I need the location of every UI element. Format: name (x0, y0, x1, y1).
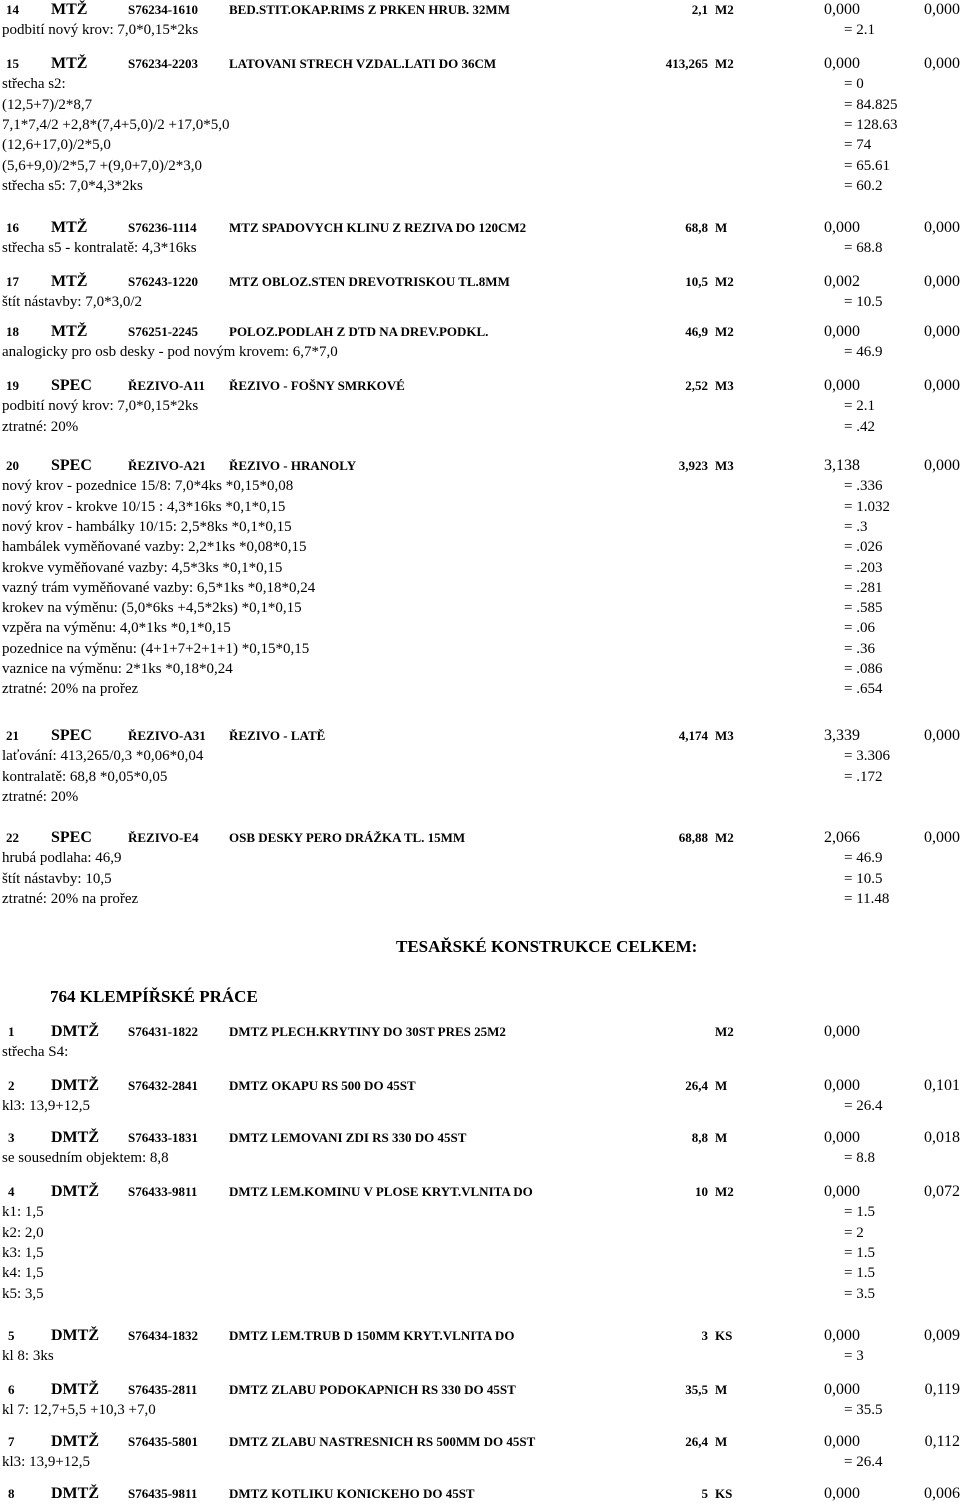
detail-result: = 74 (844, 137, 872, 153)
detail-result: = 8.8 (844, 1150, 875, 1166)
item-quantity: 5 (701, 1486, 708, 1501)
detail-result: = 2.1 (844, 398, 875, 414)
detail-formula: vaznice na výměnu: 2*1ks *0,18*0,24 (2, 661, 233, 677)
item-unit: M2 (715, 830, 734, 845)
item-total: 0,112 (924, 1433, 960, 1450)
item-total: 0,000 (924, 219, 960, 236)
detail-row (0, 659, 960, 679)
detail-formula: analogicky pro osb desky - pod novým krovem: 6,7*7,0 (2, 344, 338, 360)
item-number: 16 (6, 220, 19, 235)
detail-row (0, 342, 960, 362)
item-number: 8 (8, 1486, 15, 1501)
detail-result: = .3 (844, 519, 868, 535)
detail-formula: střecha S4: (2, 1044, 69, 1060)
item-description: POLOZ.PODLAH Z DTD NA DREV.PODKL. (229, 324, 489, 339)
item-unit-price: 3,138 (824, 457, 860, 474)
detail-row (0, 74, 960, 94)
item-unit: M2 (715, 2, 734, 17)
item-number: 5 (8, 1328, 15, 1343)
detail-row (0, 618, 960, 638)
detail-formula: podbití nový krov: 7,0*0,15*2ks (2, 22, 199, 38)
detail-row (0, 1243, 960, 1263)
item-unit-price: 2,066 (824, 829, 860, 846)
item-code: ŘEZIVO-E4 (128, 830, 199, 845)
detail-result: = .585 (844, 600, 883, 616)
detail-row (0, 396, 960, 416)
detail-result: = 3.306 (844, 748, 890, 764)
item-quantity: 26,4 (685, 1078, 708, 1093)
detail-formula: (12,5+7)/2*8,7 (2, 97, 93, 113)
detail-result: = 1.032 (844, 499, 890, 515)
item-total: 0,000 (924, 323, 960, 340)
detail-result: = 0 (844, 76, 864, 92)
detail-formula: 7,1*7,4/2 +2,8*(7,4+5,0)/2 +17,0*5,0 (2, 117, 230, 133)
item-row (0, 376, 960, 396)
detail-row (0, 598, 960, 618)
detail-result: = 3 (844, 1348, 864, 1364)
item-code: S76234-1610 (128, 2, 199, 17)
detail-formula: (5,6+9,0)/2*5,7 +(9,0+7,0)/2*3,0 (2, 158, 202, 174)
item-description: DMTZ LEM.KOMINU V PLOSE KRYT.VLNITA DO (229, 1184, 533, 1199)
detail-row (0, 1284, 960, 1304)
item-row (0, 1326, 960, 1346)
item-row (0, 272, 960, 292)
item-code: S76251-2245 (128, 324, 199, 339)
item-code: S76434-1832 (128, 1328, 199, 1343)
detail-formula: ztratné: 20% na prořez (2, 891, 139, 907)
item-type: MTŽ (51, 323, 88, 340)
item-unit: M2 (715, 56, 734, 71)
detail-result: = 65.61 (844, 158, 890, 174)
detail-formula: k3: 1,5 (2, 1245, 44, 1261)
item-unit: KS (715, 1328, 733, 1343)
item-unit-price: 0,000 (824, 55, 860, 72)
detail-row (0, 1148, 960, 1168)
item-number: 19 (6, 378, 19, 393)
item-unit-price: 0,002 (824, 273, 860, 290)
item-code: S76432-2841 (128, 1078, 199, 1093)
detail-row (0, 889, 960, 909)
detail-result: = 2 (844, 1225, 864, 1241)
detail-formula: pozednice na výměnu: (4+1+7+2+1+1) *0,15*0,15 (2, 641, 310, 657)
item-code: S76435-2811 (128, 1382, 198, 1397)
item-row (0, 1380, 960, 1400)
item-total: 0,101 (924, 1077, 960, 1094)
detail-result: = 1.5 (844, 1204, 875, 1220)
detail-result: = .172 (844, 769, 883, 785)
detail-result: = .336 (844, 478, 883, 494)
item-code: S76433-1831 (128, 1130, 199, 1145)
item-code: S76236-1114 (128, 220, 197, 235)
detail-formula: k4: 1,5 (2, 1265, 44, 1281)
detail-result: = .281 (844, 580, 883, 596)
detail-row (0, 578, 960, 598)
detail-result: = 128.63 (844, 117, 898, 133)
detail-row (0, 767, 960, 787)
item-description: DMTZ ZLABU NASTRESNICH RS 500MM DO 45ST (229, 1434, 536, 1449)
item-code: S76431-1822 (128, 1024, 199, 1039)
detail-result: = .654 (844, 681, 883, 697)
item-number: 15 (6, 56, 19, 71)
detail-row (0, 1202, 960, 1222)
item-number: 14 (6, 2, 19, 17)
detail-result: = 84.825 (844, 97, 898, 113)
item-number: 22 (6, 830, 19, 845)
item-description: ŘEZIVO - LATĚ (229, 728, 326, 743)
item-row (0, 54, 960, 74)
detail-row (0, 238, 960, 258)
item-type: SPEC (51, 727, 92, 744)
detail-row (0, 517, 960, 537)
detail-result: = 10.5 (844, 294, 883, 310)
item-row (0, 1182, 960, 1202)
item-number: 21 (6, 728, 19, 743)
detail-row (0, 848, 960, 868)
detail-result: = 3.5 (844, 1286, 875, 1302)
item-type: SPEC (51, 377, 92, 394)
item-unit-price: 0,000 (824, 1077, 860, 1094)
item-description: MTZ SPADOVYCH KLINU Z REZIVA DO 120CM2 (229, 220, 527, 235)
item-total: 0,000 (924, 1, 960, 18)
item-type: DMTŽ (51, 1077, 99, 1094)
detail-result: = .36 (844, 641, 875, 657)
detail-row (0, 869, 960, 889)
item-description: DMTZ PLECH.KRYTINY DO 30ST PRES 25M2 (229, 1024, 506, 1039)
item-unit-price: 0,000 (824, 1381, 860, 1398)
item-type: DMTŽ (51, 1023, 99, 1040)
detail-result: = .086 (844, 661, 883, 677)
item-total: 0,018 (924, 1129, 960, 1146)
item-row (0, 828, 960, 848)
item-total: 0,000 (924, 727, 960, 744)
item-unit-price: 0,000 (824, 1129, 860, 1146)
detail-row (0, 639, 960, 659)
item-type: MTŽ (51, 219, 88, 236)
detail-row (0, 135, 960, 155)
detail-formula: nový krov - hambálky 10/15: 2,5*8ks *0,1*0,15 (2, 519, 292, 535)
item-type: SPEC (51, 457, 92, 474)
item-quantity: 8,8 (691, 1130, 708, 1145)
item-unit: M2 (715, 1184, 734, 1199)
item-unit: M3 (715, 728, 734, 743)
item-number: 1 (8, 1024, 15, 1039)
item-unit: M (715, 220, 728, 235)
item-quantity: 35,5 (685, 1382, 708, 1397)
item-code: ŘEZIVO-A31 (128, 728, 206, 743)
detail-row (0, 476, 960, 496)
item-row (0, 726, 960, 746)
detail-result: = 68.8 (844, 240, 883, 256)
item-code: S76243-1220 (128, 274, 199, 289)
item-code: S76433-9811 (128, 1184, 198, 1199)
detail-result: = .026 (844, 539, 883, 555)
item-code: S76234-2203 (128, 56, 199, 71)
detail-row (0, 115, 960, 135)
item-total: 0,000 (924, 273, 960, 290)
detail-row (0, 417, 960, 437)
item-quantity: 10,5 (685, 274, 708, 289)
item-unit-price: 0,000 (824, 377, 860, 394)
detail-formula: střecha s2: (2, 76, 66, 92)
item-unit: M (715, 1130, 728, 1145)
item-number: 18 (6, 324, 19, 339)
detail-formula: štít nástavby: 7,0*3,0/2 (2, 294, 142, 310)
item-unit-price: 0,000 (824, 1183, 860, 1200)
detail-formula: k1: 1,5 (2, 1204, 44, 1220)
item-total: 0,006 (924, 1485, 960, 1502)
item-code: S76435-5801 (128, 1434, 199, 1449)
detail-formula: ztratné: 20% na prořez (2, 681, 139, 697)
item-number: 6 (8, 1382, 15, 1397)
detail-formula: střecha s5: 7,0*4,3*2ks (2, 178, 143, 194)
detail-row (0, 176, 960, 196)
detail-result: = 60.2 (844, 178, 883, 194)
item-unit: M (715, 1434, 728, 1449)
item-type: DMTŽ (51, 1485, 99, 1502)
detail-result: = .203 (844, 560, 883, 576)
item-row (0, 322, 960, 342)
item-code: ŘEZIVO-A11 (128, 378, 206, 393)
detail-row (0, 1263, 960, 1283)
item-quantity: 68,8 (685, 220, 708, 235)
item-row (0, 456, 960, 476)
item-total: 0,000 (924, 55, 960, 72)
detail-result: = 26.4 (844, 1098, 883, 1114)
detail-formula: ztratné: 20% (2, 789, 79, 805)
item-description: ŘEZIVO - FOŠNY SMRKOVÉ (229, 378, 405, 393)
detail-formula: střecha s5 - kontralatě: 4,3*16ks (2, 240, 197, 256)
item-unit: M (715, 1382, 728, 1397)
item-description: ŘEZIVO - HRANOLY (229, 458, 357, 473)
detail-row (0, 1223, 960, 1243)
summary-label: TESAŘSKÉ KONSTRUKCE CELKEM: (396, 937, 698, 956)
item-type: DMTŽ (51, 1129, 99, 1146)
detail-result: = 46.9 (844, 344, 883, 360)
detail-formula: vzpěra na výměnu: 4,0*1ks *0,1*0,15 (2, 620, 231, 636)
item-type: MTŽ (51, 1, 88, 18)
detail-formula: kl 8: 3ks (2, 1348, 54, 1364)
item-unit-price: 0,000 (824, 1485, 860, 1502)
detail-row (0, 1042, 960, 1062)
item-type: DMTŽ (51, 1433, 99, 1450)
item-unit-price: 0,000 (824, 1, 860, 18)
item-type: DMTŽ (51, 1327, 99, 1344)
item-description: DMTZ OKAPU RS 500 DO 45ST (229, 1078, 416, 1093)
item-type: MTŽ (51, 273, 88, 290)
item-quantity: 26,4 (685, 1434, 708, 1449)
item-unit-price: 0,000 (824, 323, 860, 340)
detail-row (0, 1400, 960, 1420)
detail-formula: (12,6+17,0)/2*5,0 (2, 137, 111, 153)
item-row (0, 1432, 960, 1452)
detail-formula: kl3: 13,9+12,5 (2, 1454, 91, 1470)
detail-row (0, 1346, 960, 1366)
detail-formula: k2: 2,0 (2, 1225, 44, 1241)
item-unit: M2 (715, 324, 734, 339)
detail-result: = 35.5 (844, 1402, 883, 1418)
detail-row (0, 558, 960, 578)
item-unit-price: 3,339 (824, 727, 860, 744)
item-number: 4 (8, 1184, 15, 1199)
detail-formula: kontralatě: 68,8 *0,05*0,05 (2, 769, 168, 785)
detail-formula: k5: 3,5 (2, 1286, 44, 1302)
item-quantity: 413,265 (665, 56, 708, 71)
item-quantity: 68,88 (678, 830, 708, 845)
detail-formula: vazný trám vyměňované vazby: 6,5*1ks *0,18*0,24 (2, 580, 316, 596)
item-type: MTŽ (51, 55, 88, 72)
detail-result: = 2.1 (844, 22, 875, 38)
item-total: 0,009 (924, 1327, 960, 1344)
section-heading: 764 KLEMPÍŘSKÉ PRÁCE (50, 987, 258, 1006)
item-total: 0,119 (924, 1381, 960, 1398)
detail-formula: se sousedním objektem: 8,8 (2, 1150, 169, 1166)
item-description: DMTZ KOTLIKU KONICKEHO DO 45ST (229, 1486, 475, 1501)
detail-row (0, 156, 960, 176)
detail-formula: hambálek vyměňované vazby: 2,2*1ks *0,08*0,15 (2, 539, 307, 555)
detail-row (0, 20, 960, 40)
item-row (0, 218, 960, 238)
detail-row (0, 292, 960, 312)
item-unit: M (715, 1078, 728, 1093)
item-quantity: 46,9 (685, 324, 708, 339)
detail-row (0, 95, 960, 115)
item-quantity: 10 (695, 1184, 708, 1199)
item-number: 3 (8, 1130, 15, 1145)
item-unit: M2 (715, 274, 734, 289)
detail-row (0, 1452, 960, 1472)
item-unit: KS (715, 1486, 733, 1501)
detail-result: = 10.5 (844, 871, 883, 887)
detail-formula: štít nástavby: 10,5 (2, 871, 112, 887)
item-unit: M3 (715, 378, 734, 393)
detail-result: = 11.48 (844, 891, 890, 907)
detail-formula: nový krov - pozednice 15/8: 7,0*4ks *0,15*0,08 (2, 478, 294, 494)
item-total: 0,072 (924, 1183, 960, 1200)
item-type: DMTŽ (51, 1381, 99, 1398)
item-unit-price: 0,000 (824, 1023, 860, 1040)
item-number: 17 (6, 274, 19, 289)
item-total: 0,000 (924, 829, 960, 846)
detail-row (0, 497, 960, 517)
item-row (0, 1076, 960, 1096)
item-quantity: 4,174 (678, 728, 708, 743)
item-row (0, 1484, 960, 1504)
item-description: DMTZ LEMOVANI ZDI RS 330 DO 45ST (229, 1130, 467, 1145)
item-type: SPEC (51, 829, 92, 846)
item-unit: M2 (715, 1024, 734, 1039)
item-type: DMTŽ (51, 1183, 99, 1200)
item-description: DMTZ ZLABU PODOKAPNICH RS 330 DO 45ST (229, 1382, 516, 1397)
detail-result: = 46.9 (844, 850, 883, 866)
detail-formula: kl3: 13,9+12,5 (2, 1098, 91, 1114)
item-unit-price: 0,000 (824, 219, 860, 236)
item-description: DMTZ LEM.TRUB D 150MM KRYT.VLNITA DO (229, 1328, 515, 1343)
detail-row (0, 746, 960, 766)
detail-result: = .42 (844, 419, 875, 435)
item-code: S76435-9811 (128, 1486, 198, 1501)
detail-formula: krokve vyměňované vazby: 4,5*3ks *0,1*0,15 (2, 560, 283, 576)
item-total: 0,000 (924, 377, 960, 394)
item-quantity: 3 (701, 1328, 708, 1343)
item-quantity: 3,923 (678, 458, 708, 473)
item-quantity: 2,52 (685, 378, 708, 393)
detail-formula: nový krov - krokve 10/15 : 4,3*16ks *0,1*0,15 (2, 499, 286, 515)
item-number: 2 (8, 1078, 15, 1093)
item-description: OSB DESKY PERO DRÁŽKA TL. 15MM (229, 830, 466, 845)
item-code: ŘEZIVO-A21 (128, 458, 206, 473)
detail-result: = 1.5 (844, 1245, 875, 1261)
item-unit: M3 (715, 458, 734, 473)
detail-formula: krokev na výměnu: (5,0*6ks +4,5*2ks) *0,1*0,15 (2, 600, 302, 616)
item-number: 7 (8, 1434, 15, 1449)
detail-result: = 1.5 (844, 1265, 875, 1281)
detail-formula: ztratné: 20% (2, 419, 79, 435)
item-total: 0,000 (924, 457, 960, 474)
item-unit-price: 0,000 (824, 1327, 860, 1344)
detail-formula: kl 7: 12,7+5,5 +10,3 +7,0 (2, 1402, 156, 1418)
detail-result: = .06 (844, 620, 875, 636)
item-number: 20 (6, 458, 19, 473)
item-row (0, 1128, 960, 1148)
detail-result: = 26.4 (844, 1454, 883, 1470)
detail-formula: podbití nový krov: 7,0*0,15*2ks (2, 398, 199, 414)
item-description: MTZ OBLOZ.STEN DREVOTRISKOU TL.8MM (229, 274, 510, 289)
detail-formula: laťování: 413,265/0,3 *0,06*0,04 (2, 748, 204, 764)
item-unit-price: 0,000 (824, 1433, 860, 1450)
item-row (0, 1022, 960, 1042)
item-description: LATOVANI STRECH VZDAL.LATI DO 36CM (229, 56, 497, 71)
detail-row (0, 537, 960, 557)
detail-formula: hrubá podlaha: 46,9 (2, 850, 122, 866)
item-row (0, 0, 960, 20)
detail-row (0, 1096, 960, 1116)
item-description: BED.STIT.OKAP.RIMS Z PRKEN HRUB. 32MM (229, 2, 510, 17)
detail-row (0, 679, 960, 699)
detail-row (0, 787, 960, 807)
item-quantity: 2,1 (691, 2, 708, 17)
